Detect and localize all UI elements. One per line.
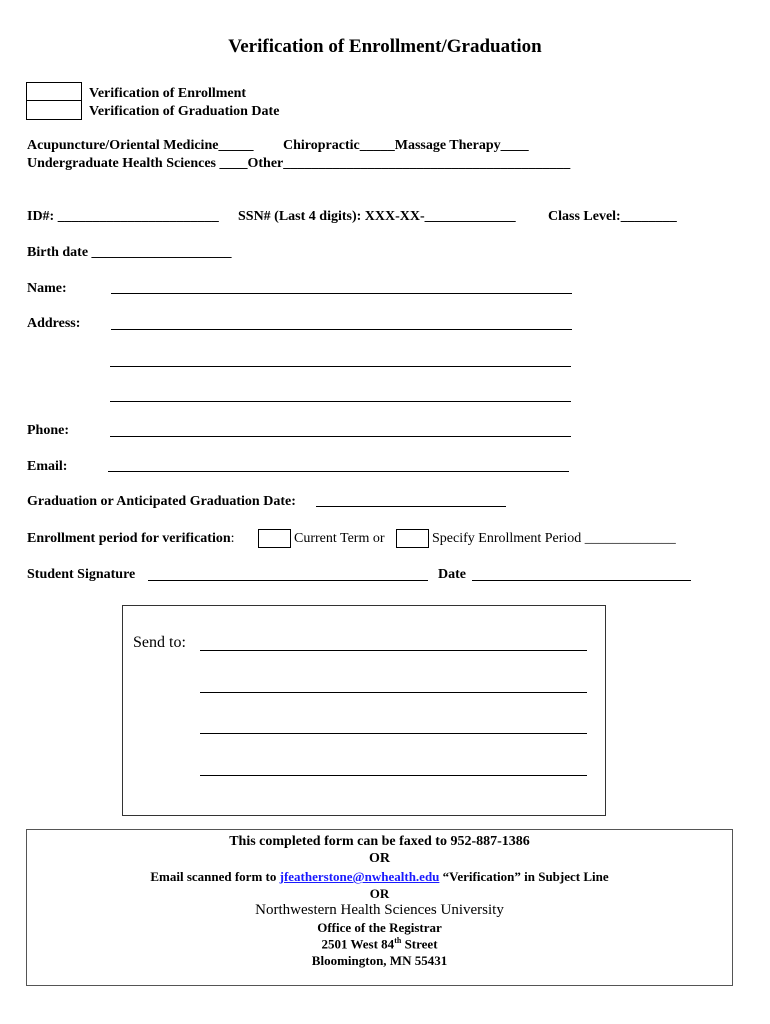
graduation-date-line[interactable] (316, 506, 506, 507)
submission-info-box (26, 829, 733, 986)
enrollment-period-row (27, 530, 235, 547)
class-level-field[interactable]: Class Level:________ (548, 209, 677, 224)
graduation-date-label: Graduation or Anticipated Graduation Date: (27, 494, 296, 509)
signature-date-line[interactable] (472, 580, 691, 581)
enrollment-period-colon: : (230, 531, 235, 546)
send-to-line-1[interactable] (200, 650, 587, 651)
fax-line: This completed form can be faxed to 952-887-1386 (229, 834, 530, 849)
address-line-2[interactable] (110, 366, 571, 367)
email-suffix: “Verification” in Subject Line (439, 869, 609, 884)
university-name: Northwestern Health Sciences University (255, 902, 504, 918)
program-line-2[interactable]: Undergraduate Health Sciences ____Other_________________________________________ (27, 156, 571, 171)
current-term-checkbox[interactable] (258, 529, 291, 548)
student-signature-label: Student Signature (27, 567, 136, 582)
verify-enrollment-checkbox[interactable] (26, 82, 82, 101)
email-prefix: Email scanned form to (150, 869, 280, 884)
send-to-label: Send to: (133, 634, 186, 651)
enrollment-period-label: Enrollment period for verification (27, 531, 231, 546)
email-instructions (27, 869, 732, 885)
verify-enrollment-label: Verification of Enrollment (89, 86, 247, 101)
name-label: Name: (27, 281, 67, 296)
send-to-line-3[interactable] (200, 733, 587, 734)
program-line-1b[interactable]: Chiropractic_____Massage Therapy____ (283, 138, 529, 153)
street-suffix: Street (401, 936, 438, 952)
specify-period-checkbox[interactable] (396, 529, 429, 548)
email-label: Email: (27, 459, 68, 474)
name-line[interactable] (111, 293, 572, 294)
phone-label: Phone: (27, 423, 69, 438)
address-line-1[interactable] (111, 329, 572, 330)
birth-date-field[interactable]: Birth date ____________________ (27, 245, 232, 260)
registrar-email-link[interactable]: jfeatherstone@nwhealth.edu (279, 869, 440, 884)
current-term-label: Current Term or (294, 531, 385, 546)
student-signature-line[interactable] (148, 580, 428, 581)
verify-graduation-label: Verification of Graduation Date (89, 104, 280, 119)
address-line-3[interactable] (110, 401, 571, 402)
ssn-field[interactable]: SSN# (Last 4 digits): XXX-XX-_____________ (238, 209, 516, 224)
signature-date-label: Date (438, 567, 466, 582)
office-name: Office of the Registrar (317, 920, 442, 935)
email-line[interactable] (108, 471, 569, 472)
street-prefix: 2501 West 84 (321, 936, 395, 952)
id-field[interactable]: ID#: _______________________ (27, 209, 219, 224)
city-state-zip: Bloomington, MN 55431 (311, 953, 448, 968)
specify-period-field[interactable]: Specify Enrollment Period _____________ (432, 531, 676, 546)
send-to-line-4[interactable] (200, 775, 587, 776)
address-label: Address: (27, 316, 81, 331)
program-line-1a[interactable]: Acupuncture/Oriental Medicine_____ (27, 138, 254, 153)
or-line-2: OR (369, 886, 390, 901)
send-to-box (122, 605, 606, 816)
send-to-line-2[interactable] (200, 692, 587, 693)
phone-line[interactable] (110, 436, 571, 437)
street-address (27, 936, 732, 952)
verify-graduation-checkbox[interactable] (26, 100, 82, 120)
page-title: Verification of Enrollment/Graduation (228, 36, 542, 57)
street-ordinal: th (394, 936, 402, 945)
or-line-1: OR (369, 851, 390, 866)
